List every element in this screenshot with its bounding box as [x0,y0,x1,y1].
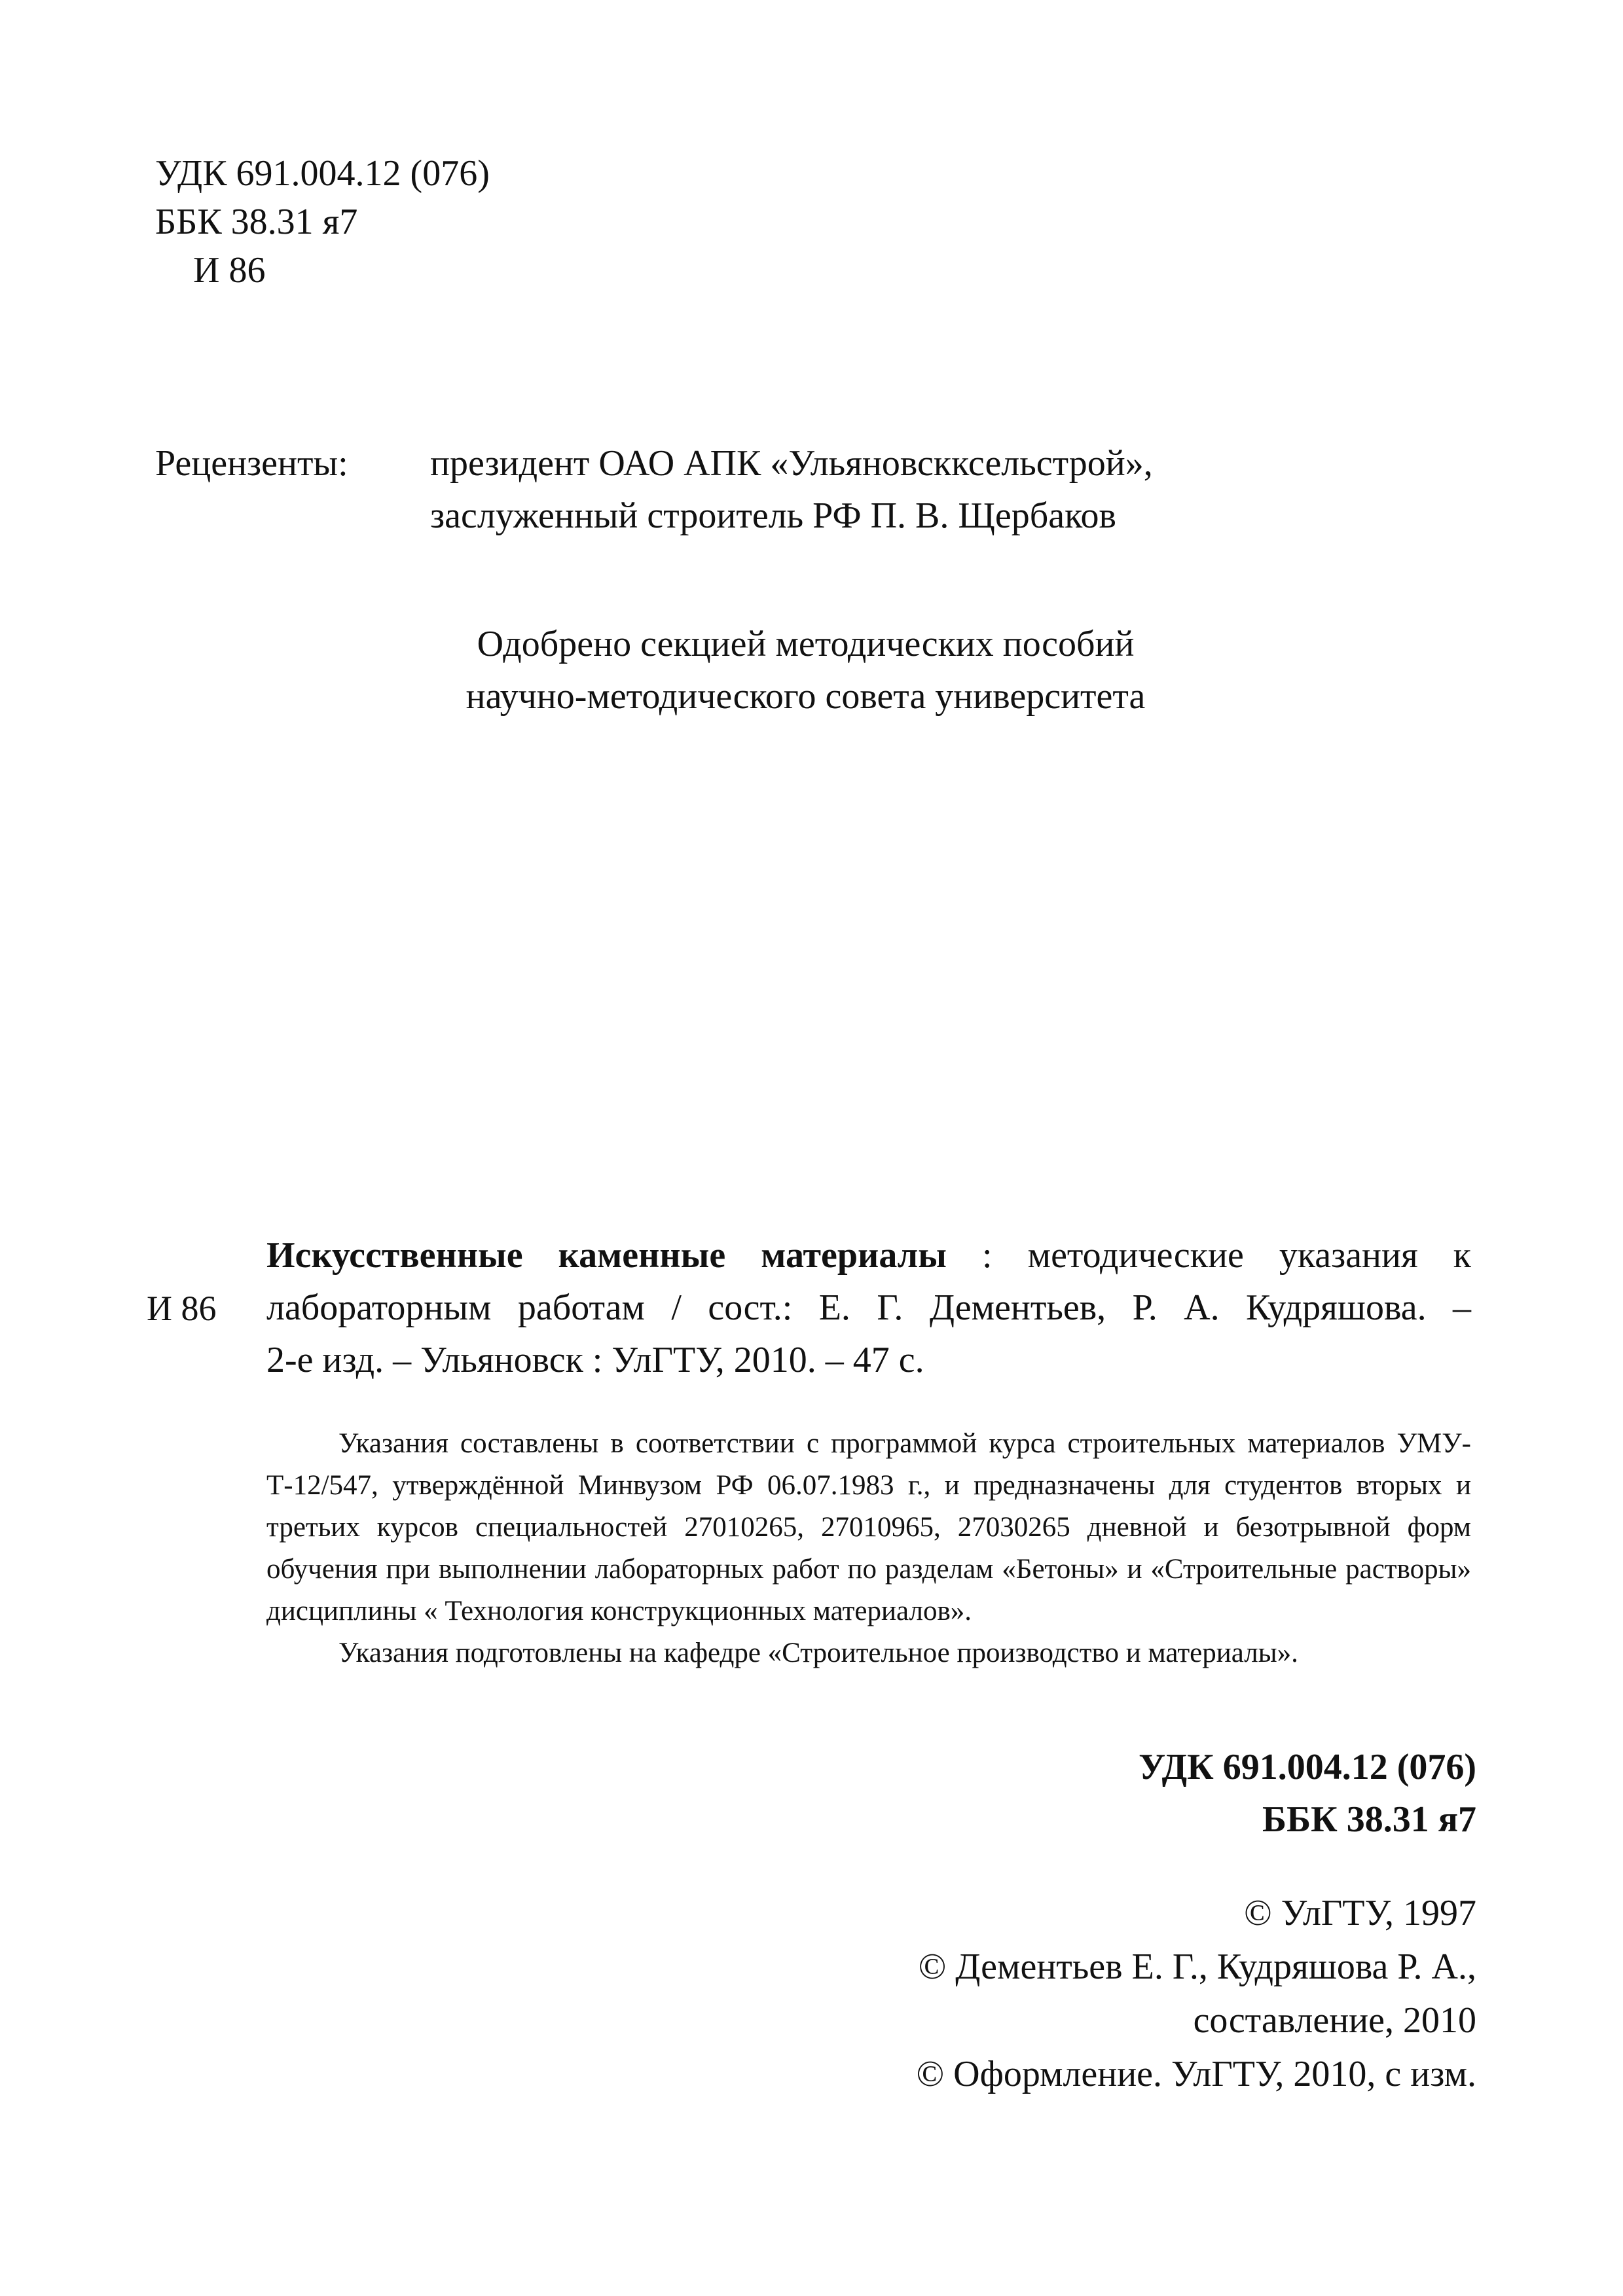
approval-line: научно-методического совета университета [465,676,1146,717]
bib-line-3: 2-е изд. – Ульяновск : УлГТУ, 2010. – 47 с. [266,1340,924,1380]
approval-line: Одобрено секцией методических пособий [477,624,1135,664]
copyright-block [917,1886,1476,2101]
abstract-paragraph: Указания подготовлены на кафедре «Строительное производство и материалы». [338,1638,1298,1668]
reviewers-text [430,437,1153,542]
abstract-paragraph: Указания составлены в соответствии с программой курса строительных материалов УМУ-Т-12/547, утверждённой Минвузом РФ 06.07.1983 г., и предназначены для студентов вторых и третьих курсов специальностей 27010265, 27010965, 27030265 дневной и безотрывной форм обучения при выполнении лабораторных работ по разделам «Бетоны» и «Строительные растворы» дисциплины « Технология конструкционных материалов». [266,1428,1471,1626]
copyright-line: составление, 2010 [1193,2000,1476,2041]
classification-codes-bold [1139,1741,1476,1846]
catalog-author-mark: И 86 [147,1289,217,1328]
abstract [266,1423,1471,1674]
reviewer-line: президент ОАО АПК «Ульяновскксельстрой», [430,443,1153,484]
bbk-code-bold: ББК 38.31 я7 [1262,1799,1476,1840]
classification-codes [155,149,490,295]
bib-line-1 [266,1229,1471,1282]
udk-code-bold: УДК 691.004.12 (076) [1139,1747,1476,1787]
author-mark: И 86 [193,250,266,291]
bibliographic-record [266,1229,1471,1386]
copyright-line: © Дементьев Е. Г., Кудряшова Р. А., [918,1946,1476,1987]
bbk-code: ББК 38.31 я7 [155,202,358,242]
reviewer-line: заслуженный строитель РФ П. В. Щербаков [430,495,1116,536]
copyright-line: © Оформление. УлГТУ, 2010, с изм. [916,2054,1476,2094]
reviewers-label: Рецензенты: [155,443,348,484]
udk-code: УДК 691.004.12 (076) [155,153,490,194]
book-title: Искусственные каменные материалы [266,1235,947,1276]
approval-note [0,618,1623,723]
book-subtitle: : методические указания к [982,1235,1472,1276]
copyright-line: © УлГТУ, 1997 [1244,1893,1476,1933]
bib-line-2: лабораторным работам / сост.: Е. Г. Дементьев, Р. А. Кудряшова. – [266,1287,1471,1328]
